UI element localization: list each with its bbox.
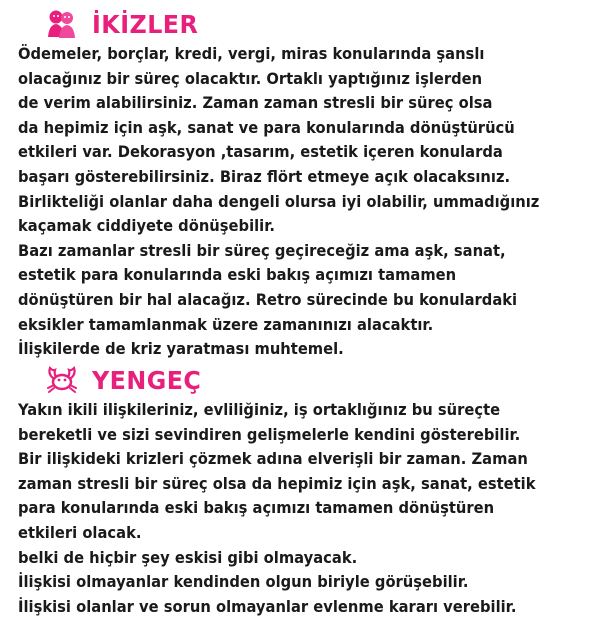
text-line: dönüştüren bir hal alacağız. Retro sürecinde bu konulardaki — [18, 289, 518, 309]
text-line: kaçamak ciddiyete dönüşebilir. — [18, 216, 275, 236]
cancer-title: YENGEÇ — [92, 365, 202, 395]
text-line: da hepimiz için aşk, sanat ve para konularında dönüştürücü — [18, 117, 515, 137]
text-line: İlişkisi olmayanlar kendinden olgun biriyle görüşebilir. — [18, 572, 469, 592]
gemini-header — [44, 4, 204, 44]
text-line: Bir ilişkideki krizleri çözmek adına elverişli bir zaman. Zaman — [18, 449, 528, 469]
text-line: başarı gösterebilirsiniz. Biraz flört etmeye açık olacaksınız. — [18, 166, 511, 186]
text-line: estetik para konularında eski bakış açımızı tamamen — [18, 265, 457, 285]
text-line: eksikler tamamlanmak üzere zamanınızı alacaktır. — [18, 314, 434, 334]
text-line: Bazı zamanlar stresli bir süreç geçireceğiz ama aşk, sanat, — [18, 240, 506, 260]
text-line: Yakın ikili ilişkileriniz, evliliğiniz, iş ortaklığınız bu süreçte — [18, 400, 501, 419]
text-line: para konularında eski bakış açımızı tamamen dönüştüren — [18, 498, 495, 518]
text-line: bereketli ve sizi sevindiren gelişmelerle kendini gösterebilir. — [18, 424, 521, 444]
cancer-text — [18, 398, 592, 619]
text-line: de verim alabilirsiniz. Zaman zaman stresli bir süreç olsa — [18, 93, 493, 113]
gemini-icon — [44, 6, 80, 42]
text-line: belki de hiçbir şey eskisi gibi olmayacak. — [18, 547, 358, 567]
cancer-header — [44, 360, 207, 400]
text-line: Birlikteliği olanlar daha dengeli olursa iyi olabilir, ummadığınız — [18, 191, 540, 211]
text-line: zaman stresli bir süreç olsa da hepimiz için aşk, sanat, estetik — [18, 473, 536, 493]
gemini-text — [18, 42, 592, 362]
text-line: İlişkisi olanlar ve sorun olmayanlar evlenme kararı verebilir. — [18, 596, 517, 616]
text-line: olacağınız bir süreç olacaktır. Ortaklı yaptığınız işlerden — [18, 68, 483, 88]
cancer-crab-icon — [44, 362, 80, 398]
text-line: Ödemeler, borçlar, kredi, vergi, miras konularında şanslı — [18, 44, 485, 63]
text-line: etkileri olacak. — [18, 522, 142, 542]
gemini-title: İKİZLER — [92, 9, 199, 39]
text-line: etkileri var. Dekorasyon ,tasarım, estetik içeren konularda — [18, 142, 503, 162]
text-line: İlişkilerde de kriz yaratması muhtemel. — [18, 339, 344, 359]
